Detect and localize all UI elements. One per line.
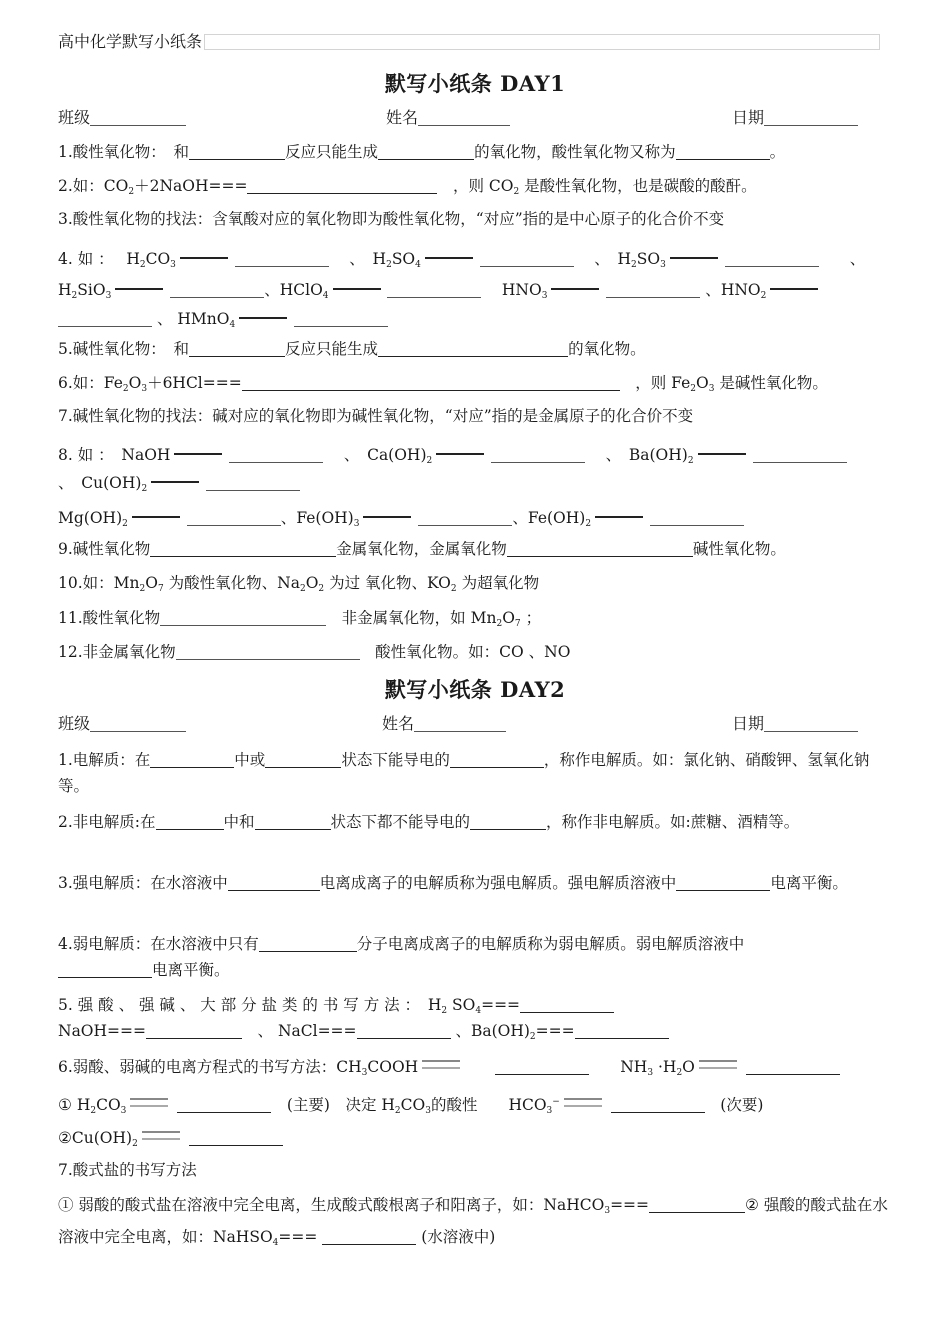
equilibrium-arrow-icon xyxy=(422,1060,460,1069)
day2-item-8: ① 弱酸的酸式盐在溶液中完全电离，生成酸式酸根离子和阳离子，如：NaHCO$_3$=== ② 强酸的酸式盐在水溶液中完全电离，如：NaHSO$_4$=== (水溶液中) xyxy=(58,1196,888,1248)
fill-blank[interactable] xyxy=(470,813,546,830)
day1-item-7: 7.碱性氧化物的找法：碱对应的氧化物即为碱性氧化物，“对应”指的是金属原子的化合价不变 xyxy=(58,407,694,425)
day1-date-field: 日期 xyxy=(732,108,858,128)
fill-blank[interactable] xyxy=(58,310,152,327)
fill-blank[interactable] xyxy=(611,1096,705,1113)
fill-blank[interactable] xyxy=(753,446,847,463)
fill-blank[interactable] xyxy=(229,446,323,463)
fill-blank[interactable] xyxy=(58,961,152,978)
day2-date-field: 日期 xyxy=(732,714,858,734)
day1-class-blank[interactable] xyxy=(90,109,186,126)
fill-blank[interactable] xyxy=(357,1022,451,1039)
fill-blank[interactable] xyxy=(242,374,620,391)
day1-item-10: 10.如：$Mn_2O_7$ 为酸性氧化物、$Na_2O_2$ 为过 氧化物、$KO_2$ 为超氧化物 xyxy=(58,574,540,594)
day2-item-6b: ① $H_2CO_3$ (主要) 决定 $H_2CO_3$的酸性 $HCO_3^-$ (次要) xyxy=(58,1096,764,1117)
fill-blank[interactable] xyxy=(294,310,388,327)
day2-date-blank[interactable] xyxy=(764,715,858,732)
fill-blank[interactable] xyxy=(189,1129,283,1146)
fill-blank[interactable] xyxy=(378,143,474,160)
day1-item-8-cont2: $Mg(OH)_2$ 、$Fe(OH)_3$ 、$Fe(OH)_2$ xyxy=(58,508,892,534)
day2-item-5: 5. 强 酸 、 强 碱 、 大 部 分 盐 类 的 书 写 方 法 ： $H_2$ $SO_4===$ xyxy=(58,995,892,1021)
day2-item-7: 7.酸式盐的书写方法 xyxy=(58,1161,197,1179)
day2-name-field: 姓名 xyxy=(382,714,506,734)
fill-blank[interactable] xyxy=(235,250,329,267)
fill-blank[interactable] xyxy=(189,340,285,357)
day2-title: 默写小纸条 DAY2 xyxy=(384,677,566,702)
day1-item-8: 8. 如 ： NaOH 、 $Ca(OH)_2$ 、 $Ba(OH)_2$ xyxy=(58,445,892,471)
fill-blank[interactable] xyxy=(156,813,224,830)
day2-item-5-cont: NaOH=== 、 NaCl=== 、$Ba(OH)_2===$ xyxy=(58,1021,892,1047)
fill-blank[interactable] xyxy=(676,143,770,160)
fill-blank[interactable] xyxy=(649,1196,745,1213)
fill-blank[interactable] xyxy=(725,250,819,267)
day1-name-field: 姓名 xyxy=(386,108,510,128)
day2-item-3: 3.强电解质：在水溶液中 电离成离子的电解质称为强电解质。强电解质溶液中 电离平衡。 xyxy=(58,874,848,892)
day1-item-4-cont: $H_2SiO_3$ 、HClO$_4$ $HNO_3$ 、$HNO_2$ xyxy=(58,280,892,306)
header-rule xyxy=(204,34,880,50)
day2-item-6: 6.弱酸、弱碱的电离方程式的书写方法：$CH_3COOH$ $NH_3 \cdot H_2O$ xyxy=(58,1057,892,1083)
fill-blank[interactable] xyxy=(495,1058,589,1075)
fill-blank[interactable] xyxy=(387,281,481,298)
fill-blank[interactable] xyxy=(189,143,285,160)
day2-name-blank[interactable] xyxy=(414,715,506,732)
day1-item-6: 6.如：$Fe_2O_3+6HCl===$ ，则 $Fe_2O_3$ 是碱性氧化物。 xyxy=(58,374,828,394)
day1-item-4: 4. 如 ： $H_2CO_3$ 、 $H_2SO_4$ 、 $H_2SO_3$ 、 xyxy=(58,250,866,270)
fill-blank[interactable] xyxy=(378,340,568,357)
fill-blank[interactable] xyxy=(247,177,437,194)
fill-blank[interactable] xyxy=(150,540,336,557)
fill-blank[interactable] xyxy=(206,474,300,491)
fill-blank[interactable] xyxy=(259,935,357,952)
day1-item-9: 9.碱性氧化物 金属氧化物，金属氧化物 碱性氧化物。 xyxy=(58,540,786,558)
fill-blank[interactable] xyxy=(228,874,320,891)
equilibrium-arrow-icon xyxy=(130,1098,168,1107)
day1-title: 默写小纸条 DAY1 xyxy=(384,71,566,96)
fill-blank[interactable] xyxy=(507,540,693,557)
fill-blank[interactable] xyxy=(255,813,331,830)
day1-date-blank[interactable] xyxy=(764,109,858,126)
fill-blank[interactable] xyxy=(520,996,614,1013)
fill-blank[interactable] xyxy=(650,509,744,526)
equilibrium-arrow-icon xyxy=(564,1098,602,1107)
day2-class-blank[interactable] xyxy=(90,715,186,732)
day1-name-blank[interactable] xyxy=(418,109,510,126)
fill-blank[interactable] xyxy=(746,1058,840,1075)
fill-blank[interactable] xyxy=(322,1228,416,1245)
day1-item-3: 3.酸性氧化物的找法：含氧酸对应的氧化物即为酸性氧化物，“对应”指的是中心原子的化合价不变 xyxy=(58,210,725,228)
fill-blank[interactable] xyxy=(418,509,512,526)
day2-class-field: 班级 xyxy=(58,714,186,734)
fill-blank[interactable] xyxy=(176,643,360,660)
fill-blank[interactable] xyxy=(160,609,326,626)
day1-item-11: 11.酸性氧化物 非金属氧化物，如 $Mn_2O_7$ ； xyxy=(58,609,542,629)
equilibrium-arrow-icon xyxy=(142,1131,180,1140)
fill-blank[interactable] xyxy=(187,509,281,526)
day2-item-4: 4.弱电解质：在水溶液中只有 分子电离成离子的电解质称为弱电解质。弱电解质溶液中 电离平衡。 xyxy=(58,935,745,979)
day1-class-field: 班级 xyxy=(58,108,186,128)
fill-blank[interactable] xyxy=(450,751,544,768)
header-title: 高中化学默写小纸条 xyxy=(58,32,203,51)
day1-item-4-cont2: 、 HMnO$_4$ xyxy=(58,309,892,335)
page-header xyxy=(58,34,880,50)
day1-item-2: 2.如：$CO_2+2NaOH===$ ，则 $CO_2$ 是酸性氧化物，也是碳酸的酸酐。 xyxy=(58,177,757,197)
day2-item-1: 1.电解质：在 中或 状态下能导电的 ，称作电解质。如：氯化钠、硝酸钾、氢氧化钠等。 xyxy=(58,751,870,795)
fill-blank[interactable] xyxy=(170,281,264,298)
fill-blank[interactable] xyxy=(150,751,234,768)
fill-blank[interactable] xyxy=(676,874,770,891)
day1-item-5: 5.碱性氧化物： 和 反应只能生成 的氧化物。 xyxy=(58,340,646,358)
fill-blank[interactable] xyxy=(265,751,341,768)
day2-item-2: 2.非电解质:在 中和 状态下都不能导电的 ，称作非电解质。如:蔗糖、酒精等。 xyxy=(58,813,800,831)
day2-item-6c: $②Cu(OH)_2$ xyxy=(58,1128,892,1154)
fill-blank[interactable] xyxy=(146,1022,242,1039)
equilibrium-arrow-icon xyxy=(699,1060,737,1069)
fill-blank[interactable] xyxy=(575,1022,669,1039)
fill-blank[interactable] xyxy=(491,446,585,463)
fill-blank[interactable] xyxy=(480,250,574,267)
fill-blank[interactable] xyxy=(606,281,700,298)
day1-item-12: 12.非金属氧化物 酸性氧化物。如：CO 、NO xyxy=(58,643,571,661)
day1-item-8-cont: 、 $Cu(OH)_2$ xyxy=(58,473,892,499)
day1-item-1: 1.酸性氧化物： 和 反应只能生成 的氧化物，酸性氧化物又称为 。 xyxy=(58,143,786,161)
fill-blank[interactable] xyxy=(177,1096,271,1113)
